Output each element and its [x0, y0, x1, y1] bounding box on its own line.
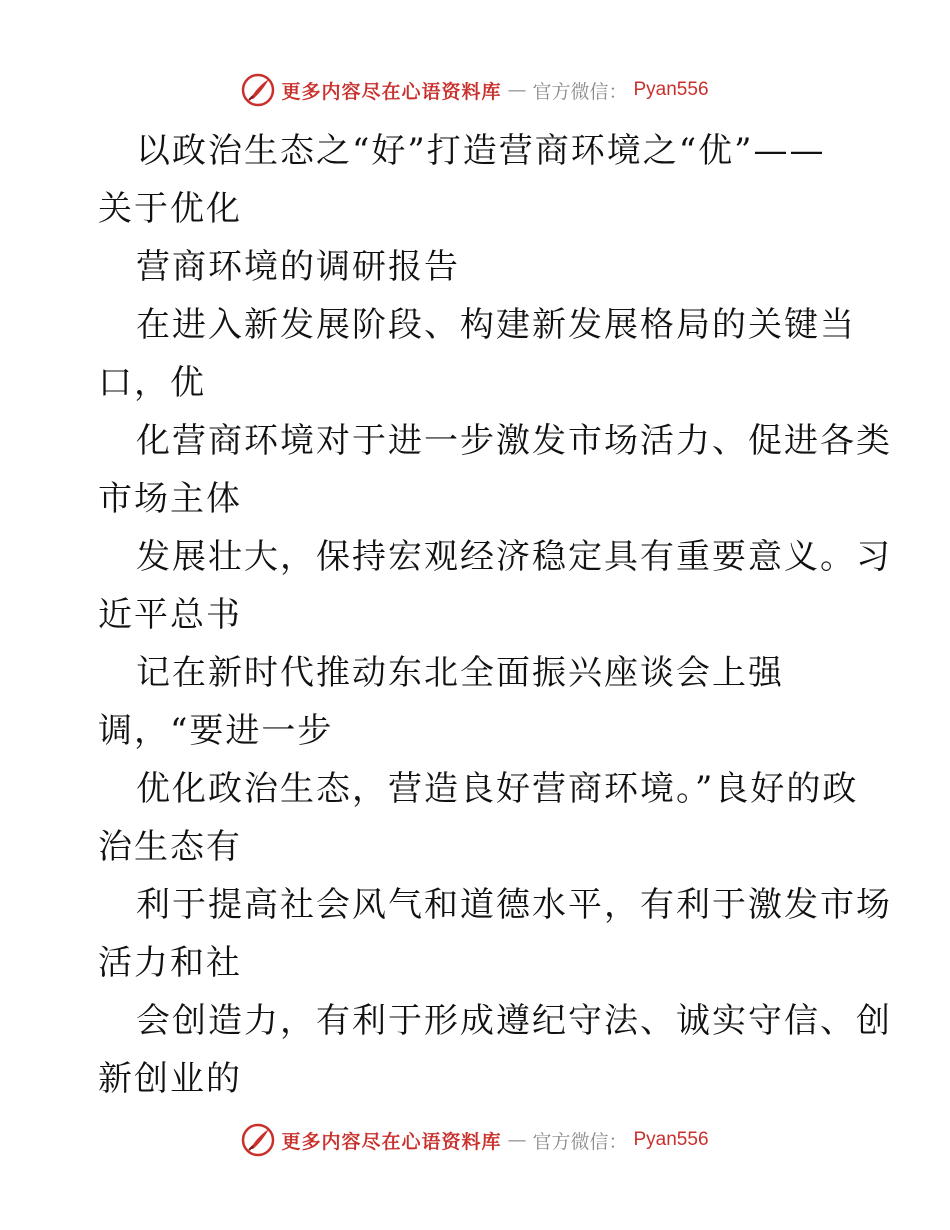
text-line: 会创造力，有利于形成遵纪守法、诚实守信、创 — [136, 1001, 892, 1041]
text-line: 关于优化 — [98, 189, 242, 229]
text-line: 近平总书 — [98, 595, 242, 635]
text-line: 化营商环境对于进一步激发市场活力、促进各类 — [136, 421, 892, 461]
text-line: 治生态有 — [98, 827, 242, 867]
document-body — [98, 122, 892, 1108]
watermark-footer — [0, 1120, 950, 1160]
text-line: 新创业的 — [98, 1059, 242, 1099]
watermark-separator: — — [507, 1129, 527, 1151]
text-line: 活力和社 — [98, 943, 242, 983]
text-line: 市场主体 — [98, 479, 242, 519]
watermark-wechat-id: Pyan556 — [633, 1129, 709, 1150]
watermark-site-text: 更多内容尽在心语资料库 — [281, 80, 502, 103]
text-line: 记在新时代推动东北全面振兴座谈会上强 — [136, 653, 784, 693]
text-line: 营商环境的调研报告 — [136, 247, 460, 287]
text-line: 利于提高社会风气和道德水平，有利于激发市场 — [136, 885, 892, 925]
text-line: 优化政治生态，营造良好营商环境。”良好的政 — [136, 769, 859, 809]
text-line: 以政治生态之“好”打造营商环境之“优”—— — [136, 131, 826, 171]
text-line: 发展壮大，保持宏观经济稳定具有重要意义。习 — [136, 537, 892, 577]
watermark-wechat-label: 官方微信： — [532, 80, 628, 103]
watermark-wechat-id: Pyan556 — [633, 79, 709, 100]
watermark-site-text: 更多内容尽在心语资料库 — [281, 1130, 502, 1153]
watermark-wechat-label: 官方微信： — [532, 1130, 628, 1153]
text-line: 口，优 — [98, 363, 206, 403]
watermark-header — [0, 70, 950, 110]
text-line: 在进入新发展阶段、构建新发展格局的关键当 — [136, 305, 856, 345]
watermark-separator: — — [507, 79, 527, 101]
quill-pen-logo-icon — [241, 73, 275, 107]
quill-pen-logo-icon — [241, 1123, 275, 1157]
text-line: 调，“要进一步 — [98, 711, 334, 751]
